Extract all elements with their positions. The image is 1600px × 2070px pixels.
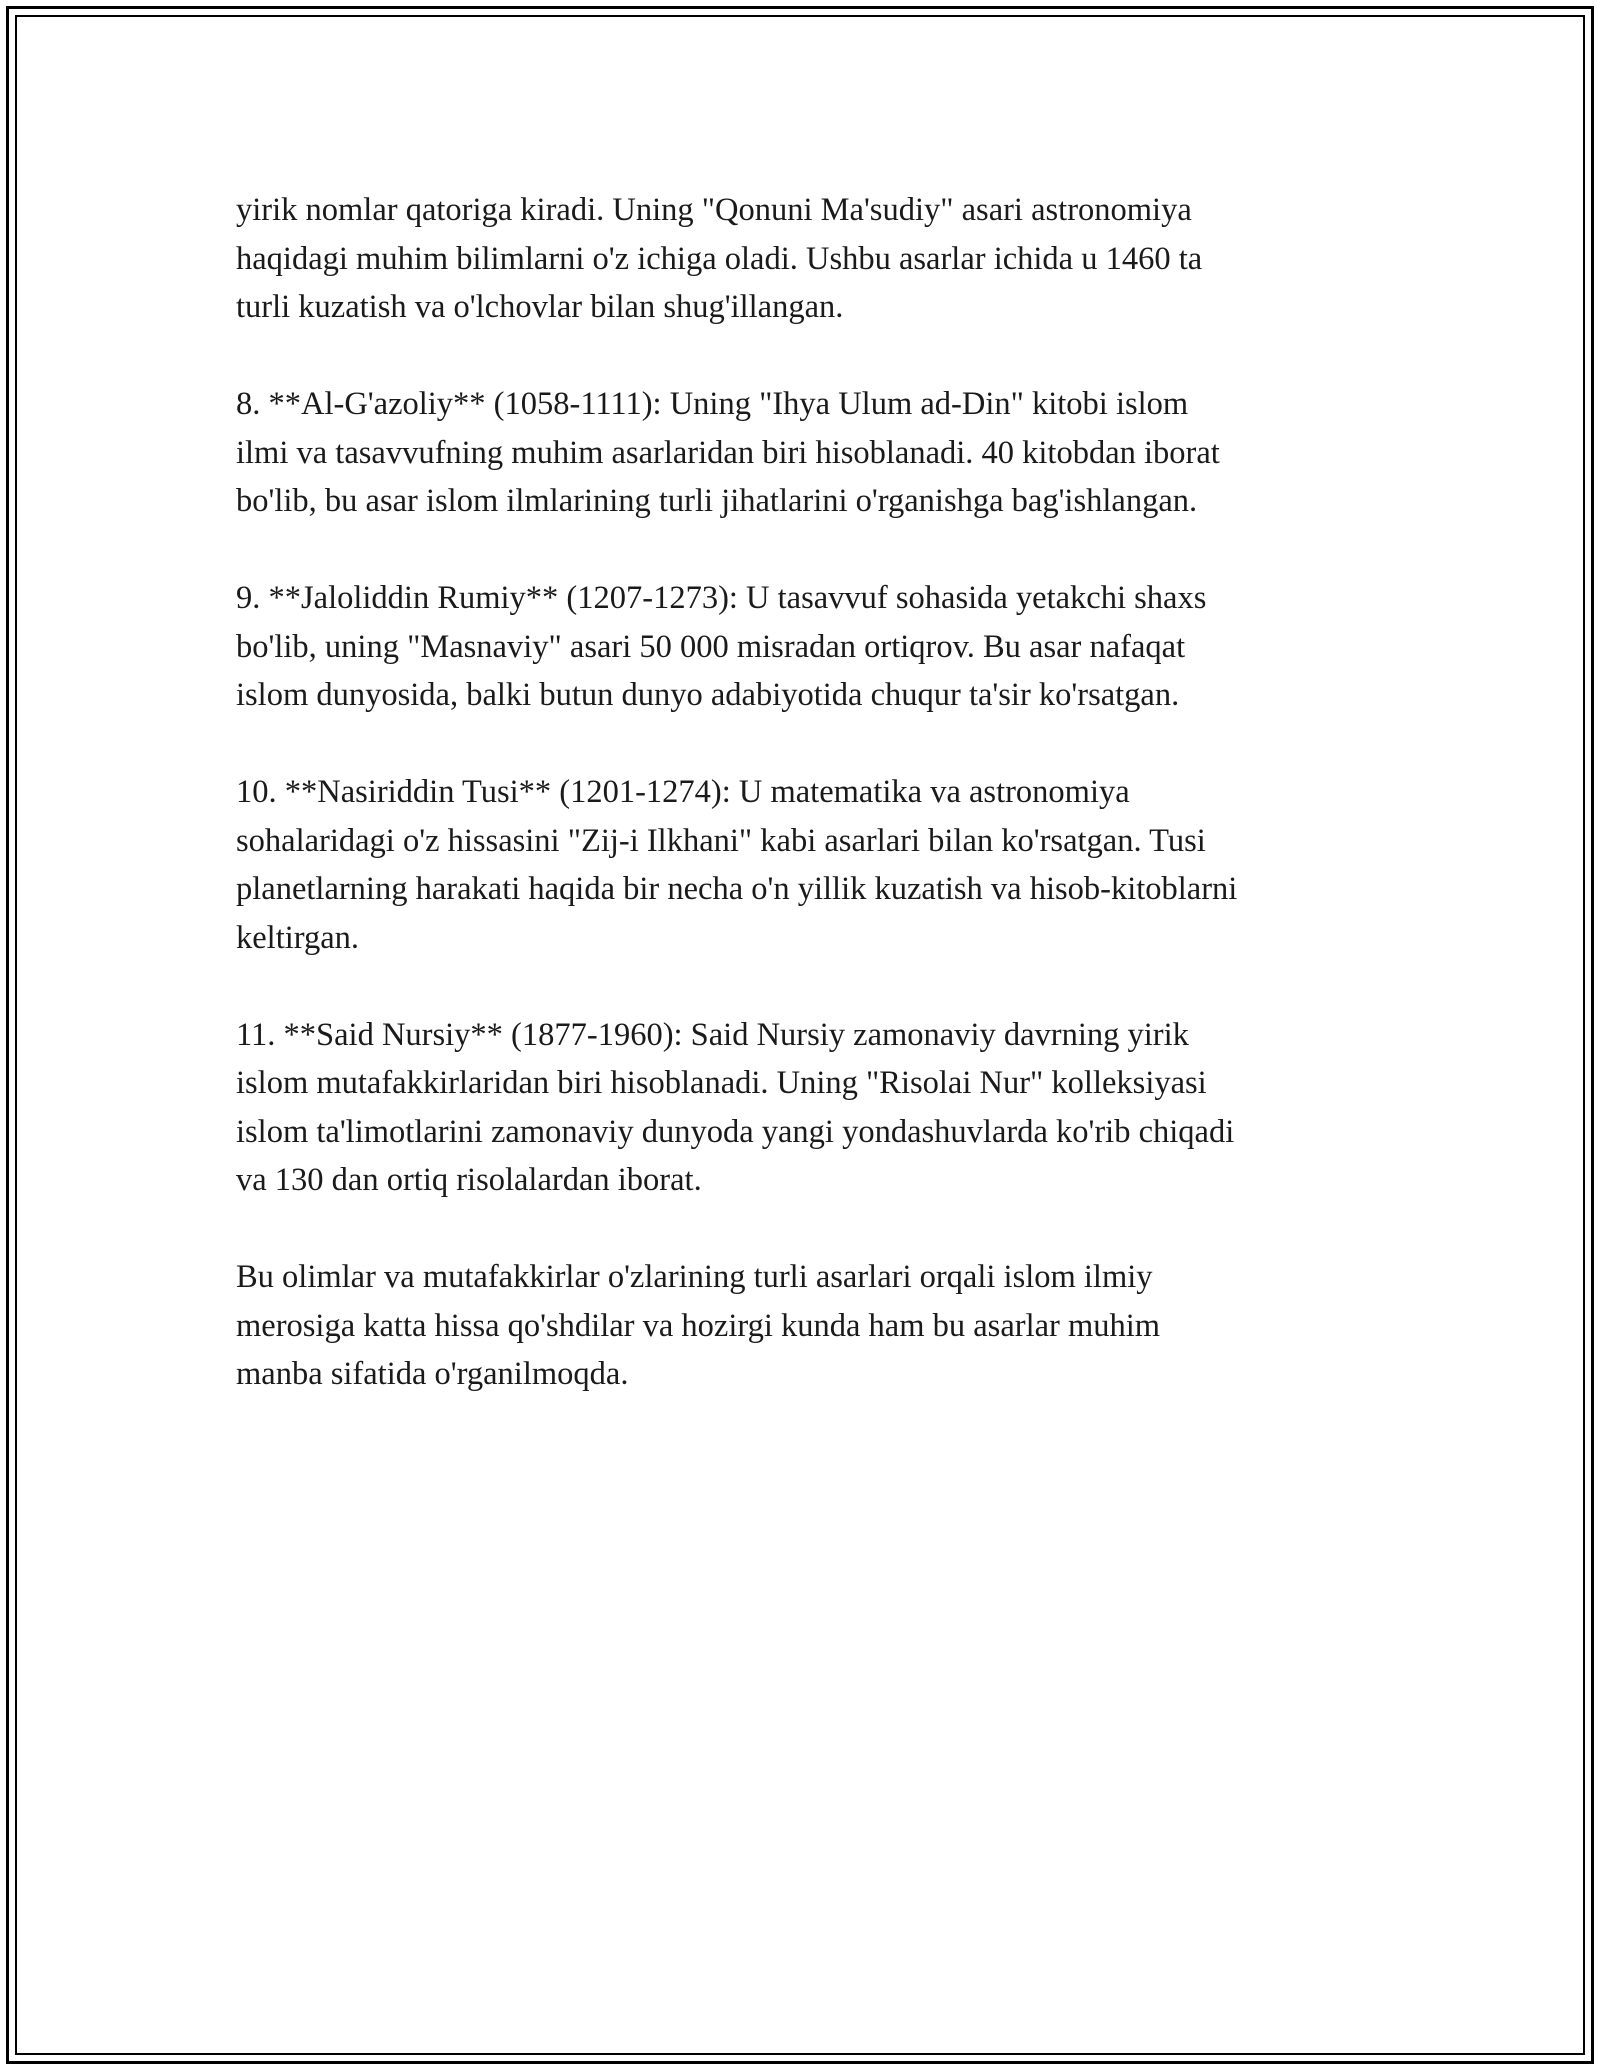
paragraph-nasiriddin-tusi: 10. **Nasiriddin Tusi** (1201-1274): U matematika va astronomiya sohalaridagi o'z hissasini "Zij-i Ilkhani" kabi asarlari bilan ko'rsatgan. Tusi planetlarning harakati haqida bir necha o'n yillik kuzatish va hisob-kitoblarni keltirgan. xyxy=(236,774,1238,956)
paragraph-al-gazoliy: 8. **Al-G'azoliy** (1058-1111): Uning "Ihya Ulum ad-Din" kitobi islom ilmi va tasavvufning muhim asarlaridan biri hisoblanadi. 40 kitobdan iborat bo'lib, bu asar islom ilmlarining turli jihatlarini o'rganishga bag'ishlangan. xyxy=(236,386,1220,519)
document-body xyxy=(236,186,1386,1447)
paragraph-continuation: yirik nomlar qatoriga kiradi. Uning "Qonuni Ma'sudiy" asari astronomiya haqidagi muhim bilimlarni o'z ichiga oladi. Ushbu asarlar ichida u 1460 ta turli kuzatish va o'lchovlar bilan shug'illangan. xyxy=(236,192,1203,325)
paragraph-jaloliddin-rumiy: 9. **Jaloliddin Rumiy** (1207-1273): U tasavvuf sohasida yetakchi shaxs bo'lib, uning "Masnaviy" asari 50 000 misradan ortiqrov. Bu asar nafaqat islom dunyosida, balki butun dunyo adabiyotida chuqur ta'sir ko'rsatgan. xyxy=(236,580,1207,713)
paragraph-said-nursiy: 11. **Said Nursiy** (1877-1960): Said Nursiy zamonaviy davrning yirik islom mutafakkirlaridan biri hisoblanadi. Uning "Risolai Nur" kolleksiyasi islom ta'limotlarini zamonaviy dunyoda yangi yondashuvlarda ko'rib chiqadi va 130 dan ortiq risolalardan iborat. xyxy=(236,1016,1235,1198)
paragraph-conclusion: Bu olimlar va mutafakkirlar o'zlarining turli asarlari orqali islom ilmiy merosiga katta hissa qo'shdilar va hozirgi kunda ham bu asarlar muhim manba sifatida o'rganilmoqda. xyxy=(236,1259,1161,1392)
